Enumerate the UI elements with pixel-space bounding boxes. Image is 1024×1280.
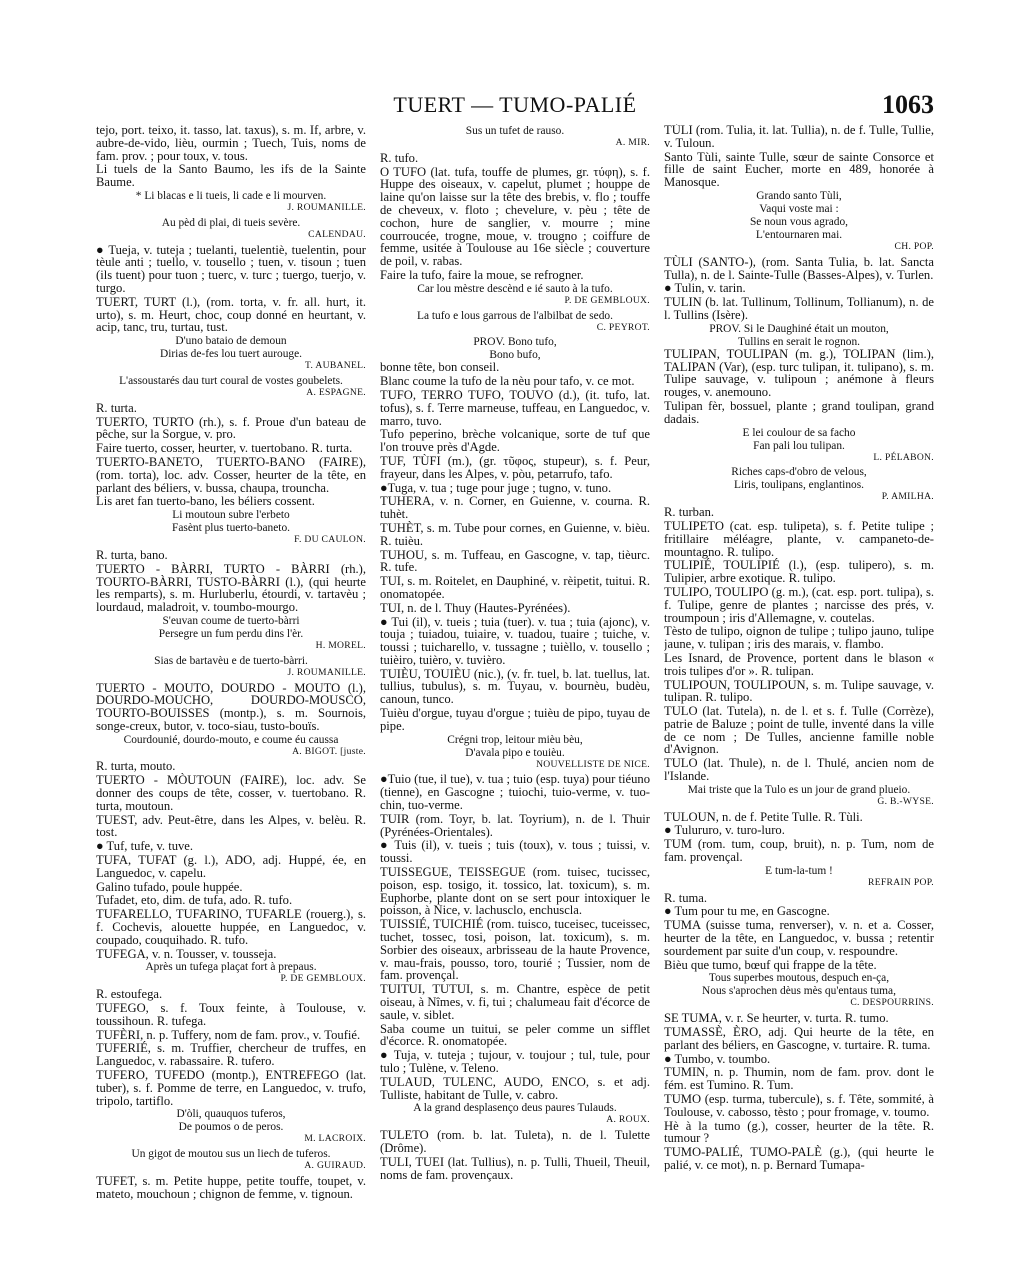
quotation-line: Au pèd di plai, di tueis sevère. <box>161 216 301 229</box>
quotation-line: Tullins en serait le rognon. <box>737 335 861 348</box>
page-header <box>96 92 934 122</box>
dictionary-entry: TUMO (esp. turma, tubercule), s. f. Tête, sommité, à Toulouse, v. cabosso, tèsto ; pour fromage, v. toumo. <box>664 1092 934 1119</box>
dictionary-entry: TUITUI, TUTUI, s. m. Chantre, espèce de petit oiseau, à Nîmes, v. fi, tui ; chalumeau fait d'écorce de saule, v. siblet. <box>380 982 650 1022</box>
dictionary-entry: TÙLI (SANTO-), (rom. Santa Tulia, b. lat. Sancta Tulla), n. de l. Sainte-Tulle (Basses-Alpes), v. Turlen. <box>664 254 934 282</box>
quotation-source: G. B.-WYSE. <box>877 795 934 807</box>
quotation-line: La tufo e lous garrous de l'albilbat de sedo. <box>417 309 613 322</box>
dictionary-entry: TUFERIÉ, s. m. Truffier, chercheur de truffes, en Languedoc, v. rabassaire. R. tufero. <box>96 1041 366 1069</box>
dictionary-entry: TUM (rom. tum, coup, bruit), n. p. Tum, nom de fam. provençal. <box>664 837 934 865</box>
quotation-source: P. AMILHA. <box>881 491 934 503</box>
quotation-line: S'euvan coume de tuerto-bàrri <box>162 614 300 627</box>
dictionary-entry: ● Tuf, tufe, v. tuve. <box>96 839 194 854</box>
quotation-line: Persegre un fum perdu dins l'èr. <box>158 627 304 640</box>
quotation-line: E tum-la-tum ! <box>765 864 833 877</box>
quotation-source: CH. POP. <box>894 240 934 252</box>
quotation-line: Mai triste que la Tulo es un jour de grand plueio. <box>687 783 911 796</box>
dictionary-entry: tejo, port. teixo, it. tasso, lat. taxus), s. m. If, arbre, v. aubre-de-vido, lièu, ourmin ; Tuech, Tuis, noms de fam. prov. ; pour toux, v. tous. <box>96 124 366 163</box>
quotation-source: A. ESPAGNE. <box>306 386 366 398</box>
dictionary-entry: TUFARELLO, TUFARINO, TUFARLE (rouerg.), s. f. Cochevis, alouette huppée, en Languedoc, v. coupado, couquihado. R. tufo. <box>96 907 366 947</box>
dictionary-entry: TUFEGO, s. f. Toux feinte, à Toulouse, v. toussihoun. R. tufega. <box>96 1001 366 1028</box>
quotation-line: * Li blacas e li tueis, li cade e li mourven. <box>135 189 327 202</box>
dictionary-entry: TULIPIÉ, TOULIPIÉ (l.), (esp. tulipero), s. m. Tulipier, arbre exotique. R. tulipo. <box>664 558 934 586</box>
dictionary-entry: TUHOU, s. m. Tuffeau, en Gascogne, v. tap, tièurc. R. tufe. <box>380 547 650 575</box>
quotation-source: NOUVELLISTE DE NICE. <box>536 758 650 770</box>
quotation-source: A. BIGOT. [juste. <box>292 745 366 757</box>
quotation-line: E lei coulour de sa facho <box>742 426 856 439</box>
dictionary-entry: ● Tui (il), v. tueis ; tuia (tuer). v. tua ; tuia (ajonc), v. touja ; tuiadou, tuiaire, v. tuadou, tuaire ; tuiche, v. toussi ; tuicharello, v. tussagne ; tuièllo, v. tousello ; tuièiro, tuièro, v. tuvièro. <box>380 614 650 667</box>
quotation-line: Sus un tufet de rauso. <box>465 125 565 137</box>
dictionary-entry: TUERTO, TURTO (rh.), s. f. Proue d'un bateau de pêche, sur la Sorgue, v. pro. <box>96 414 366 442</box>
dictionary-entry: TUFÈRI, n. p. Tuffery, nom de fam. prov., v. Toufié. <box>96 1027 361 1042</box>
dictionary-entry: TUEST, adv. Peut-être, dans les Alpes, v. belèu. R. tost. <box>96 812 366 840</box>
dictionary-entry: TUF, TÙFI (m.), (gr. τῦφος, stupeur), s. f. Peur, frayeur, dans les Alpes, v. pòu, petarrufo, tafo. <box>380 453 650 481</box>
dictionary-entry: TUIÈU, TOUIÈU (nic.), (v. fr. tuel, b. lat. tuellus, lat. tullius, tubulus), s. m. Tuyau, v. bournèu, budèu, canoun, tunco. <box>380 666 650 707</box>
dictionary-entry: R. tufo. <box>380 150 419 165</box>
quotation-line: D'avala pipo e touièu. <box>465 746 565 759</box>
quotation-line: Car lou mèstre descènd e ié sauto à la tufo. <box>417 282 613 295</box>
dictionary-entry: TUHÈT, s. m. Tube pour cornes, en Guienne, v. bièu. R. tuièu. <box>380 520 650 548</box>
dictionary-entry: R. turta. <box>96 400 137 415</box>
quotation-source: J. ROUMANILLE. <box>287 666 366 678</box>
quotation-line: De poumos o de peros. <box>178 1121 284 1134</box>
quotation-line: Dirias de-fes lou tuert aurouge. <box>159 348 303 361</box>
quotation-source: CALENDAU. <box>308 228 366 240</box>
dictionary-entry: TULIPAN, TOULIPAN (m. g.), TOLIPAN (lim.), TALIPAN (Var), (esp. turc tulipan, it. tulipano), s. m. Tulipe sauvage, v. tulipoun ; anémone à fleurs rouges, v. anemouno. <box>664 346 934 400</box>
quotation-source: H. MOREL. <box>315 639 366 651</box>
dictionary-entry: Bièu que tumo, bœuf qui frappe de la tête. <box>664 957 877 972</box>
quotation-line: Après un tufega plaçat fort à prepaus. <box>145 961 317 974</box>
dictionary-entry: SE TUMA, v. r. Se heurter, v. turta. R. tumo. <box>664 1011 889 1026</box>
dictionary-entry: TUERTO - BÀRRI, TURTO - BÀRRI (rh.), TOURTO-BÀRRI, TUSTO-BÀRRI (l.), (qui heurte les remparts), s. m. Hurluberlu, étourdi, v. tartavèu ; lourdaud, maladroit, v. toumbo-mourgo. <box>96 561 366 615</box>
dictionary-entry: Tufadet, eto, dim. de tufa, ado. R. tufo. <box>96 893 293 908</box>
dictionary-entry: TUMO-PALIÉ, TUMO-PALÈ (g.), (qui heurte le palié, v. ce mot), n. p. Bernard Tumapa- <box>664 1145 934 1172</box>
quotation-source: T. AUBANEL. <box>305 360 366 372</box>
quotation-line: PROV. Si le Daughiné était un mouton, <box>709 322 889 335</box>
dictionary-page <box>96 92 934 1242</box>
dictionary-entry: TUERTO - MÒUTOUN (FAIRE), loc. adv. Se donner des coups de tête, cosser, v. tuertobano. R. turta, moutoun. <box>96 773 366 813</box>
dictionary-entry: R. estoufega. <box>96 987 163 1002</box>
dictionary-entry: R. turta, mouto. <box>96 759 176 774</box>
quotation-source: A. ROUX. <box>606 1114 650 1126</box>
quotation-source: A. MIR. <box>615 137 650 148</box>
dictionary-entry: Saba coume un tuitui, se peler comme un sifflet d'écorce. R. onomatopée. <box>380 1021 650 1049</box>
quotation-source: J. ROUMANILLE. <box>287 201 366 213</box>
dictionary-entry: Tulipan fèr, bossuel, plante ; grand toulipan, grand dadais. <box>664 398 934 426</box>
dictionary-entry: TULOUN, n. de f. Petite Tulle. R. Tùli. <box>664 809 863 824</box>
dictionary-entry: ● Tueja, v. tuteja ; tuelanti, tuelentiè, tuelentin, pour tèule anti ; tuello, v. tousello ; tuen, v. tisoun ; tuen (ils tuent) pour tuon ; tuerc, v. turc ; tuergo, tuerjo, v. turgo. <box>96 242 366 295</box>
dictionary-entry: O TUFO (lat. tufa, touffe de plumes, gr. τύφη), s. f. Huppe des oiseaux, v. capelut, plumet ; houppe de laine qu'on laisse sur la tête des brebis, v. flo ; touffe de cheveux, v. floto ; chevelure, v. pèu ; tête de cochon, hure de sanglier, v. mourre ; mine courroucée, trogne, moue, v. trougno ; coiffure de femme, usitée à Toulouse au 16e siècle ; couverture de poil, v. rabas. <box>380 164 650 269</box>
dictionary-entry: Tèsto de tulipo, oignon de tulipe ; tulipo jauno, tulipe jaune, v. tulipan ; iris des marais, v. flambo. <box>664 624 934 652</box>
dictionary-entry: TUISSEGUE, TEISSEGUE (rom. tuisec, tucissec, poison, esp. tosigo, it. tossico, lat. toxicum), s. m. Euphorbe, plante dont on se sert pour intoxiquer le poisson, à Nice, v. lachusclo, enchuscla. <box>380 865 650 918</box>
dictionary-entry: Galino tufado, poule huppée. <box>96 879 243 894</box>
quotation-line: Bono bufo, <box>489 349 541 362</box>
dictionary-entry: TUI, n. de l. Thuy (Hautes-Pyrénées). <box>380 600 571 615</box>
quotation-line: Se noun vous agrado, <box>749 215 849 228</box>
column-middle <box>380 124 650 1234</box>
dictionary-entry: ● Tuja, v. tuteja ; tujour, v. toujour ; tul, tule, pour tulo ; Tulène, v. Teleno. <box>380 1048 650 1075</box>
dictionary-entry: R. turta, bano. <box>96 547 168 562</box>
quotation-line: PROV. Bono tufo, <box>473 336 557 349</box>
column-right <box>664 124 934 1234</box>
quotation-line: Sias de bartavèu e de tuerto-bàrri. <box>154 654 308 667</box>
quotation-line: D'uno bataio de demoun <box>175 335 287 348</box>
dictionary-entry: TUFEGA, v. n. Tousser, v. tousseja. <box>96 946 277 961</box>
quotation-line: D'òli, quauquos tuferos, <box>176 1108 286 1121</box>
dictionary-entry: Les Isnard, de Provence, portent dans le blason « trois tulipes d'or ». R. tulipan. <box>664 650 934 678</box>
dictionary-entry: ● Tum pour tu me, en Gascogne. <box>664 904 830 919</box>
dictionary-entry: ● Tulururo, v. turo-luro. <box>664 823 785 838</box>
quotation-line: Fasènt plus tuerto-baneto. <box>172 522 290 535</box>
quotation-line: Grando santo Tùli, <box>756 189 842 202</box>
quotation-source: M. LACROIX. <box>304 1133 366 1145</box>
column-left <box>96 124 366 1234</box>
dictionary-entry: Tufo peperino, brèche volcanique, sorte de tuf que l'on trouve près d'Agde. <box>380 427 650 455</box>
dictionary-entry: TUFA, TUFAT (g. l.), ADO, adj. Huppé, ée, en Languedoc, v. capelu. <box>96 853 366 880</box>
dictionary-entry: Tuièu d'orgue, tuyau d'orgue ; tuièu de pipo, tuyau de pipe. <box>380 706 650 733</box>
dictionary-entry: TULI, TUEI (lat. Tullius), n. p. Tulli, Thueil, Theuil, noms de fam. provençaux. <box>380 1154 650 1182</box>
dictionary-entry: TUIR (rom. Toyr, b. lat. Toyrium), n. de l. Thuir (Pyrénées-Orientales). <box>380 811 650 839</box>
dictionary-entry: TUFO, TERRO TUFO, TOUVO (d.), (it. tufo, lat. tofus), s. f. Terre marneuse, tuffeau, en Languedoc, v. marro, tuvo. <box>380 387 650 428</box>
quotation-source: L. PÉLABON. <box>873 451 934 463</box>
quotation-source: C. PEYROT. <box>596 321 650 333</box>
dictionary-entry: ● Tumbo, v. toumbo. <box>664 1051 771 1066</box>
dictionary-entry: R. turban. <box>664 505 715 520</box>
quotation-line: L'entournaren mai. <box>755 228 843 241</box>
quotation-line: Li moutoun subre l'erbeto <box>172 509 290 522</box>
dictionary-entry: TULIPETO (cat. esp. tulipeta), s. f. Petite tulipe ; fritillaire méléagre, plante, v. campaneto-de-mountagno. R. tulipo. <box>664 518 934 559</box>
quotation-source: A. GUIRAUD. <box>304 1160 366 1172</box>
dictionary-entry: TULETO (rom. b. lat. Tuleta), n. de l. Tulette (Drôme). <box>380 1128 650 1155</box>
dictionary-entry: Hè à la tumo (g.), cosser, heurter de la tête. R. tumour ? <box>664 1118 934 1146</box>
dictionary-entry: ●Tuio (tue, il tue), v. tua ; tuio (esp. tuya) pour tiéuno (tienne), en Gascogne ; tuiochi, tuio-verme, v. tuo-chin, tuo-verme. <box>380 772 650 813</box>
dictionary-entry: Faire tuerto, cosser, heurter, v. tuertobano. R. turta. <box>96 441 353 456</box>
dictionary-entry: TUMIN, n. p. Thumin, nom de fam. prov. dont le fém. est Tumino. R. Tum. <box>664 1065 934 1093</box>
dictionary-entry: TUERTO-BANETO, TUERTO-BANO (FAIRE), (rom. torta), loc. adv. Cosser, heurter de la tête, en parlant des béliers, v. bussa, chaupa, trouncha. <box>96 454 366 495</box>
dictionary-entry: ●Tuga, v. tua ; tuge pour juge ; tugno, v. tuno. <box>380 480 612 495</box>
dictionary-entry: TULIPO, TOULIPO (g. m.), (cat. esp. port. tulipa), s. f. Tulipe, genre de plantes ; narcisse des prés, v. troumpoun ; iris d'Allemagne, v. coutelas. <box>664 584 934 625</box>
quotation-source: F. DU CAULON. <box>294 534 366 546</box>
quotation-line: Crégni trop, leitour mièu bèu, <box>447 733 583 746</box>
dictionary-entry: Santo Tùli, sainte Tulle, sœur de sainte Consorce et fille de saint Eucher, morte en 489, honorée à Manosque. <box>664 149 934 190</box>
quotation-line: Fan pali lou tulipan. <box>753 439 845 452</box>
dictionary-entry: Lis aret fan tuerto-bano, les béliers cossent. <box>96 494 315 509</box>
quotation-line: L'assoustarés dau turt coural de vostes goubelets. <box>119 374 343 387</box>
dictionary-entry: TUHERA, v. n. Corner, en Guienne, v. courna. R. tuhèt. <box>380 494 650 522</box>
quotation-line: Riches caps-d'obro de velous, <box>731 466 867 479</box>
dictionary-entry: TULIPOUN, TOULIPOUN, s. m. Tulipe sauvage, v. tulipan. R. tulipo. <box>664 677 934 705</box>
dictionary-entry: ● Tulin, v. tarin. <box>664 281 746 296</box>
quotation-source: C. DESPOURRINS. <box>850 997 934 1009</box>
dictionary-entry: TULO (lat. Tutela), n. de l. et s. f. Tulle (Corrèze), patrie de Baluze ; point de tulle, inventé dans la ville de ce nom ; De Tulles, ancienne famille noble d'Avignon. <box>664 704 934 757</box>
dictionary-entry: TUFERO, TUFEDO (montp.), ENTREFEGO (lat. tuber), s. f. Pomme de terre, en Languedoc, v. trufo, tripolo, tartiflo. <box>96 1068 366 1108</box>
dictionary-entry: TULIN (b. lat. Tullinum, Tollinum, Tollianum), n. de l. Tullins (Isère). <box>664 295 934 322</box>
dictionary-entry: bonne tête, bon conseil. <box>380 360 500 375</box>
dictionary-entry: TUMA (suisse tuma, renverser), v. n. et a. Cosser, heurter de la tête, en Languedoc, v. bussa ; retentir sourdement par suite d'un coup, v. respoundre. <box>664 918 934 958</box>
quotation-line: Vaqui voste mai : <box>759 202 839 215</box>
dictionary-entry: TUI, s. m. Roitelet, en Dauphiné, v. rèipetit, tuitui. R. onomatopée. <box>380 574 650 601</box>
text-columns <box>96 124 934 1234</box>
quotation-line: Tous superbes moutous, despuch en-ça, <box>708 972 890 985</box>
dictionary-entry: Faire la tufo, faire la moue, se refrogner. <box>380 267 584 282</box>
quotation-source: P. DE GEMBLOUX. <box>280 973 366 985</box>
dictionary-entry: TUERTO - MOUTO, DOURDO - MOUTO (l.), DOURDO-MOUCHO, DOURDO-MOUSCO, TOURTO-BOUISSES (montp.), s. m. Sournois, songe-creux, butor, v. toco-siau, tusto-bouïs. <box>96 680 366 733</box>
quotation-line: Courdounié, dourdo-mouto, e coume éu caussa <box>123 733 339 746</box>
quotation-source: P. DE GEMBLOUX. <box>564 294 650 306</box>
dictionary-entry: TUERT, TURT (l.), (rom. torta, v. fr. all. hurt, it. urto), s. m. Heurt, choc, coup donné en heurtant, v. acip, tanc, tru, turtau, tust. <box>96 294 366 335</box>
dictionary-entry: TUMASSÈ, ÈRO, adj. Qui heurte de la tête, en parlant des béliers, en Gascogne, v. turtaire. R. tuma. <box>664 1025 934 1052</box>
dictionary-entry: Li tuels de la Santo Baumo, les ifs de la Sainte Baume. <box>96 162 366 190</box>
quotation-source: REFRAIN POP. <box>868 876 934 888</box>
dictionary-entry: Blanc coume la tufo de la nèu pour tafo, v. ce mot. <box>380 374 635 389</box>
running-head: TUERT — TUMO-PALIÉ <box>393 92 637 117</box>
dictionary-entry: TÙLI (rom. Tulia, it. lat. Tullia), n. de f. Tulle, Tullie, v. Tuloun. <box>664 124 934 150</box>
dictionary-entry: TULAUD, TULENC, AUDO, ENCO, s. et adj. Tulliste, habitant de Tulle, v. cabro. <box>380 1074 650 1102</box>
dictionary-entry: R. tuma. <box>664 890 708 905</box>
dictionary-entry: TUISSIÉ, TUICHIÉ (rom. tuisco, tuceisec, tuceissec, tuchet, tossec, tosi, poison, lat. toxicum), s. m. Sorbier des oiseaux, arbrisseau de la haute Provence, v. mau-frais, pousso, toro, tourié ; Tussier, nom de fam. provençal. <box>380 917 650 983</box>
page-number: 1063 <box>882 90 934 119</box>
quotation-line: A la grand desplasenço deus paures Tulauds. <box>413 1102 617 1115</box>
dictionary-entry: TUFET, s. m. Petite huppe, petite touffe, toupet, v. mateto, mouchoun ; chignon de femme, v. tignoun. <box>96 1174 366 1201</box>
dictionary-entry: ● Tuis (il), v. tueis ; tuis (toux), v. tous ; tuissi, v. toussi. <box>380 838 650 866</box>
dictionary-entry: TULO (lat. Thule), n. de l. Thulé, ancien nom de l'Islande. <box>664 756 934 784</box>
quotation-line: Liris, toulipans, englantinos. <box>733 479 865 492</box>
quotation-line: Un gigot de moutou sus un liech de tuferos. <box>131 1148 331 1161</box>
quotation-line: Nous s'aprochen dèus mès qu'entaus tuma, <box>702 985 896 998</box>
